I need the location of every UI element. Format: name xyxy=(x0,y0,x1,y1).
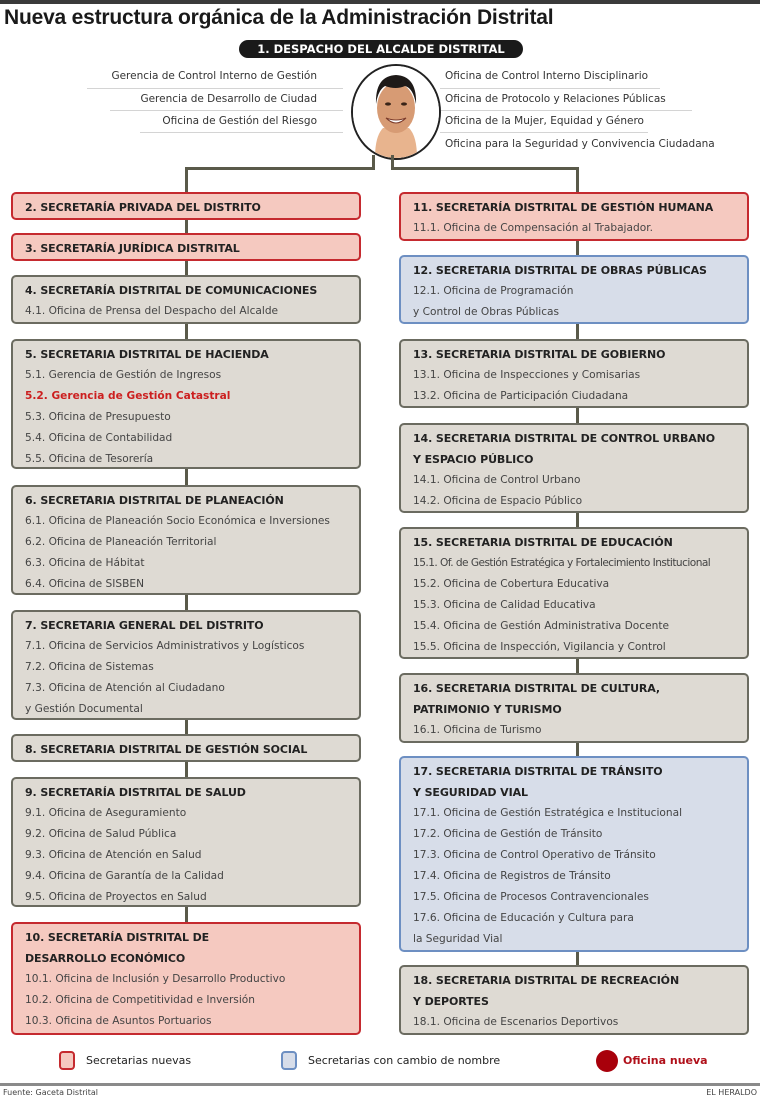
secretaria-box-17 xyxy=(399,756,749,952)
secretaria-box-10 xyxy=(11,922,361,1035)
secretaria-box-8 xyxy=(11,734,361,762)
oficina-item: 4.1. Oficina de Prensa del Despacho del Alcalde xyxy=(25,305,279,317)
despacho-office-right: Oficina para la Seguridad y Convivencia Ciudadana xyxy=(445,138,715,150)
secretaria-box-2 xyxy=(11,192,361,220)
connector xyxy=(391,167,579,170)
footer-rule xyxy=(0,1083,760,1086)
oficina-item: 17.5. Oficina de Procesos Contravencionales xyxy=(413,891,649,903)
mayor-photo xyxy=(351,64,441,160)
oficina-item: 17.2. Oficina de Gestión de Tránsito xyxy=(413,828,603,840)
legend-swatch-new xyxy=(59,1051,75,1070)
secretaria-box-12 xyxy=(399,255,749,324)
secretaria-heading-cont: Y SEGURIDAD VIAL xyxy=(413,786,528,799)
legend-label-renamed: Secretarias con cambio de nombre xyxy=(308,1054,501,1067)
oficina-item: 5.5. Oficina de Tesorería xyxy=(25,453,154,465)
legend-dot-new-office xyxy=(596,1050,618,1072)
oficina-item: 14.2. Oficina de Espacio Público xyxy=(413,495,583,507)
despacho-office-right: Oficina de Protocolo y Relaciones Públicas xyxy=(445,93,666,105)
oficina-item: 11.1. Oficina de Compensación al Trabajador. xyxy=(413,222,653,234)
oficina-item: 5.3. Oficina de Presupuesto xyxy=(25,411,171,423)
secretaria-heading: 10. SECRETARÍA DISTRITAL DE xyxy=(25,931,210,944)
secretaria-box-6 xyxy=(11,485,361,595)
secretaria-box-3 xyxy=(11,233,361,261)
oficina-item: 13.2. Oficina de Participación Ciudadana xyxy=(413,390,629,402)
secretaria-heading-cont: PATRIMONIO Y TURISMO xyxy=(413,703,562,716)
secretaria-heading: 6. SECRETARIA DISTRITAL DE PLANEACIÓN xyxy=(25,494,284,507)
oficina-item: 7.3. Oficina de Atención al Ciudadano xyxy=(25,682,225,694)
secretaria-box-18 xyxy=(399,965,749,1035)
oficina-item: 7.1. Oficina de Servicios Administrativos y Logísticos xyxy=(25,640,305,652)
oficina-item: 18.1. Oficina de Escenarios Deportivos xyxy=(413,1016,619,1028)
page-title: Nueva estructura orgánica de la Administración Distrital xyxy=(4,6,554,29)
secretaria-heading: 11. SECRETARÍA DISTRITAL DE GESTIÓN HUMANA xyxy=(413,201,714,214)
oficina-item: 5.4. Oficina de Contabilidad xyxy=(25,432,173,444)
secretaria-heading: 18. SECRETARIA DISTRITAL DE RECREACIÓN xyxy=(413,974,680,987)
oficina-item: 9.2. Oficina de Salud Pública xyxy=(25,828,177,840)
secretaria-box-15 xyxy=(399,527,749,659)
oficina-item: 15.4. Oficina de Gestión Administrativa Docente xyxy=(413,620,670,632)
secretaria-box-14 xyxy=(399,423,749,513)
legend-label-new: Secretarias nuevas xyxy=(86,1054,192,1067)
divider xyxy=(440,110,692,111)
mayor-portrait-icon xyxy=(353,66,439,158)
legend-swatch-renamed xyxy=(281,1051,297,1070)
secretaria-heading-cont: DESARROLLO ECONÓMICO xyxy=(25,952,186,965)
oficina-item: 7.2. Oficina de Sistemas xyxy=(25,661,154,673)
oficina-item: 13.1. Oficina de Inspecciones y Comisarias xyxy=(413,369,641,381)
oficina-item: 6.1. Oficina de Planeación Socio Económica e Inversiones xyxy=(25,515,330,527)
secretaria-heading: 12. SECRETARIA DISTRITAL DE OBRAS PÚBLICAS xyxy=(413,264,707,277)
oficina-item: 9.3. Oficina de Atención en Salud xyxy=(25,849,202,861)
oficina-item: 5.1. Gerencia de Gestión de Ingresos xyxy=(25,369,222,381)
secretaria-heading: 3. SECRETARÍA JURÍDICA DISTRITAL xyxy=(25,242,240,255)
oficina-item: 17.3. Oficina de Control Operativo de Tránsito xyxy=(413,849,656,861)
oficina-item: 15.2. Oficina de Cobertura Educativa xyxy=(413,578,610,590)
oficina-item: 17.6. Oficina de Educación y Cultura para xyxy=(413,912,634,924)
secretaria-heading: 4. SECRETARÍA DISTRITAL DE COMUNICACIONES xyxy=(25,284,318,297)
divider xyxy=(140,132,343,133)
secretaria-box-7 xyxy=(11,610,361,720)
oficina-item: 12.1. Oficina de Programación xyxy=(413,285,574,297)
despacho-office-right: Oficina de Control Interno Disciplinario xyxy=(445,70,649,82)
oficina-item: 15.1. Of. de Gestión Estratégica y Fortalecimiento Institucional xyxy=(413,557,711,569)
footer-source: Fuente: Gaceta Distrital xyxy=(3,1088,98,1097)
divider xyxy=(440,132,648,133)
oficina-item: 17.4. Oficina de Registros de Tránsito xyxy=(413,870,611,882)
oficina-item: 6.3. Oficina de Hábitat xyxy=(25,557,145,569)
secretaria-box-9 xyxy=(11,777,361,907)
secretaria-heading: 7. SECRETARIA GENERAL DEL DISTRITO xyxy=(25,619,264,632)
secretaria-heading: 15. SECRETARIA DISTRITAL DE EDUCACIÓN xyxy=(413,536,673,549)
secretaria-heading: 13. SECRETARIA DISTRITAL DE GOBIERNO xyxy=(413,348,666,361)
oficina-item: la Seguridad Vial xyxy=(413,933,503,945)
oficina-item: 16.1. Oficina de Turismo xyxy=(413,724,542,736)
despacho-label: 1. DESPACHO DEL ALCALDE DISTRITAL xyxy=(239,40,523,58)
oficina-item: 10.3. Oficina de Asuntos Portuarios xyxy=(25,1015,212,1027)
oficina-item: y Gestión Documental xyxy=(25,703,143,715)
divider xyxy=(110,110,343,111)
oficina-item: 9.5. Oficina de Proyectos en Salud xyxy=(25,891,207,903)
footer-brand: EL HERALDO xyxy=(706,1088,757,1097)
despacho-office-left: Gerencia de Control Interno de Gestión xyxy=(111,70,317,82)
oficina-item: 10.1. Oficina de Inclusión y Desarrollo Productivo xyxy=(25,973,286,985)
secretaria-box-4 xyxy=(11,275,361,324)
despacho-office-right: Oficina de la Mujer, Equidad y Género xyxy=(445,115,644,127)
despacho-office-left: Oficina de Gestión del Riesgo xyxy=(162,115,317,127)
top-rule xyxy=(0,0,760,4)
oficina-item: y Control de Obras Públicas xyxy=(413,306,560,318)
oficina-item: 17.1. Oficina de Gestión Estratégica e Institucional xyxy=(413,807,683,819)
divider xyxy=(440,88,660,89)
oficina-item: 14.1. Oficina de Control Urbano xyxy=(413,474,581,486)
divider xyxy=(87,88,343,89)
secretaria-heading: 14. SECRETARIA DISTRITAL DE CONTROL URBANO xyxy=(413,432,716,445)
oficina-item: 10.2. Oficina de Competitividad e Inversión xyxy=(25,994,255,1006)
secretaria-heading-cont: Y DEPORTES xyxy=(413,995,489,1008)
oficina-item: 15.5. Oficina de Inspección, Vigilancia y Control xyxy=(413,641,666,653)
connector xyxy=(185,167,375,170)
oficina-item: 15.3. Oficina de Calidad Educativa xyxy=(413,599,596,611)
secretaria-box-13 xyxy=(399,339,749,408)
secretaria-heading-cont: Y ESPACIO PÚBLICO xyxy=(413,453,534,466)
oficina-item: 9.4. Oficina de Garantía de la Calidad xyxy=(25,870,224,882)
secretaria-box-16 xyxy=(399,673,749,743)
secretaria-heading: 16. SECRETARIA DISTRITAL DE CULTURA, xyxy=(413,682,660,695)
secretaria-heading: 8. SECRETARIA DISTRITAL DE GESTIÓN SOCIAL xyxy=(25,743,308,756)
secretaria-box-5 xyxy=(11,339,361,469)
oficina-item: 6.2. Oficina de Planeación Territorial xyxy=(25,536,217,548)
secretaria-heading: 17. SECRETARIA DISTRITAL DE TRÁNSITO xyxy=(413,765,663,778)
legend-label-new-office: Oficina nueva xyxy=(623,1054,708,1067)
oficina-item-new: 5.2. Gerencia de Gestión Catastral xyxy=(25,390,231,402)
oficina-item: 9.1. Oficina de Aseguramiento xyxy=(25,807,187,819)
secretaria-heading: 5. SECRETARIA DISTRITAL DE HACIENDA xyxy=(25,348,269,361)
secretaria-box-11 xyxy=(399,192,749,241)
despacho-office-left: Gerencia de Desarrollo de Ciudad xyxy=(140,93,317,105)
secretaria-heading: 2. SECRETARÍA PRIVADA DEL DISTRITO xyxy=(25,201,261,214)
secretaria-heading: 9. SECRETARÍA DISTRITAL DE SALUD xyxy=(25,786,246,799)
oficina-item: 6.4. Oficina de SISBEN xyxy=(25,578,145,590)
